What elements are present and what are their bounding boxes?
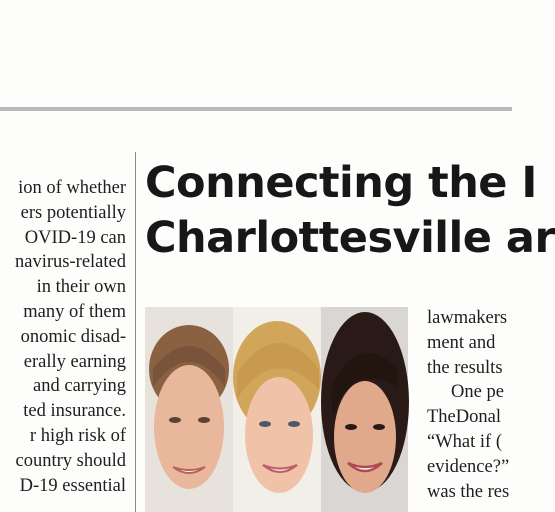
portrait-photo-2: [233, 307, 321, 512]
right-column-line: TheDonal: [427, 407, 501, 428]
left-article-column: [0, 176, 126, 512]
headline-line-1: Connecting the I: [145, 158, 537, 208]
left-column-line: in their own: [36, 277, 126, 298]
right-column-line: was the res: [427, 481, 510, 502]
left-column-line: ion of whether: [18, 178, 126, 198]
left-column-line: ers potentially: [20, 202, 126, 223]
portrait-2-right-eye: [288, 421, 300, 427]
left-column-line: onomic disad-: [20, 326, 126, 347]
left-column-line: OVID-19 can: [24, 227, 126, 248]
right-column-line: the results: [427, 357, 503, 378]
right-column-line: evidence?”: [427, 456, 510, 477]
portrait-3-drawing: [321, 307, 408, 512]
left-column-line: country should: [15, 450, 126, 471]
portrait-1-right-eye: [198, 417, 210, 423]
portrait-2-face: [245, 377, 313, 493]
portrait-photo-strip: [145, 307, 408, 512]
left-column-line: erally earning: [23, 351, 126, 372]
column-divider: [135, 152, 136, 512]
top-rule: [0, 107, 512, 111]
right-column-line: lawmakers: [427, 308, 508, 328]
portrait-2-left-eye: [259, 421, 271, 427]
portrait-1-left-eye: [169, 417, 181, 423]
portrait-photo-3: [321, 307, 408, 512]
portrait-1-drawing: [145, 307, 233, 512]
portrait-3-right-eye: [373, 424, 385, 430]
right-column-line: One pe: [451, 382, 504, 403]
portrait-photo-1: [145, 307, 233, 512]
right-article-column: [427, 306, 512, 512]
right-column-line: “What if (: [427, 431, 502, 452]
left-column-line: many of them: [23, 301, 126, 322]
headline-line-2: Charlottesville ar: [145, 213, 555, 263]
portrait-2-drawing: [233, 307, 321, 512]
article-headline: [145, 156, 555, 276]
left-column-line: and carrying: [33, 376, 126, 397]
left-column-line: D-19 essential: [19, 475, 126, 496]
left-column-line: ted insurance.: [23, 401, 126, 422]
right-column-line: ment and: [427, 332, 496, 353]
portrait-3-face: [334, 381, 396, 493]
left-column-line: navirus-related: [15, 252, 126, 273]
portrait-3-left-eye: [345, 424, 357, 430]
left-column-line: r high risk of: [29, 425, 126, 446]
